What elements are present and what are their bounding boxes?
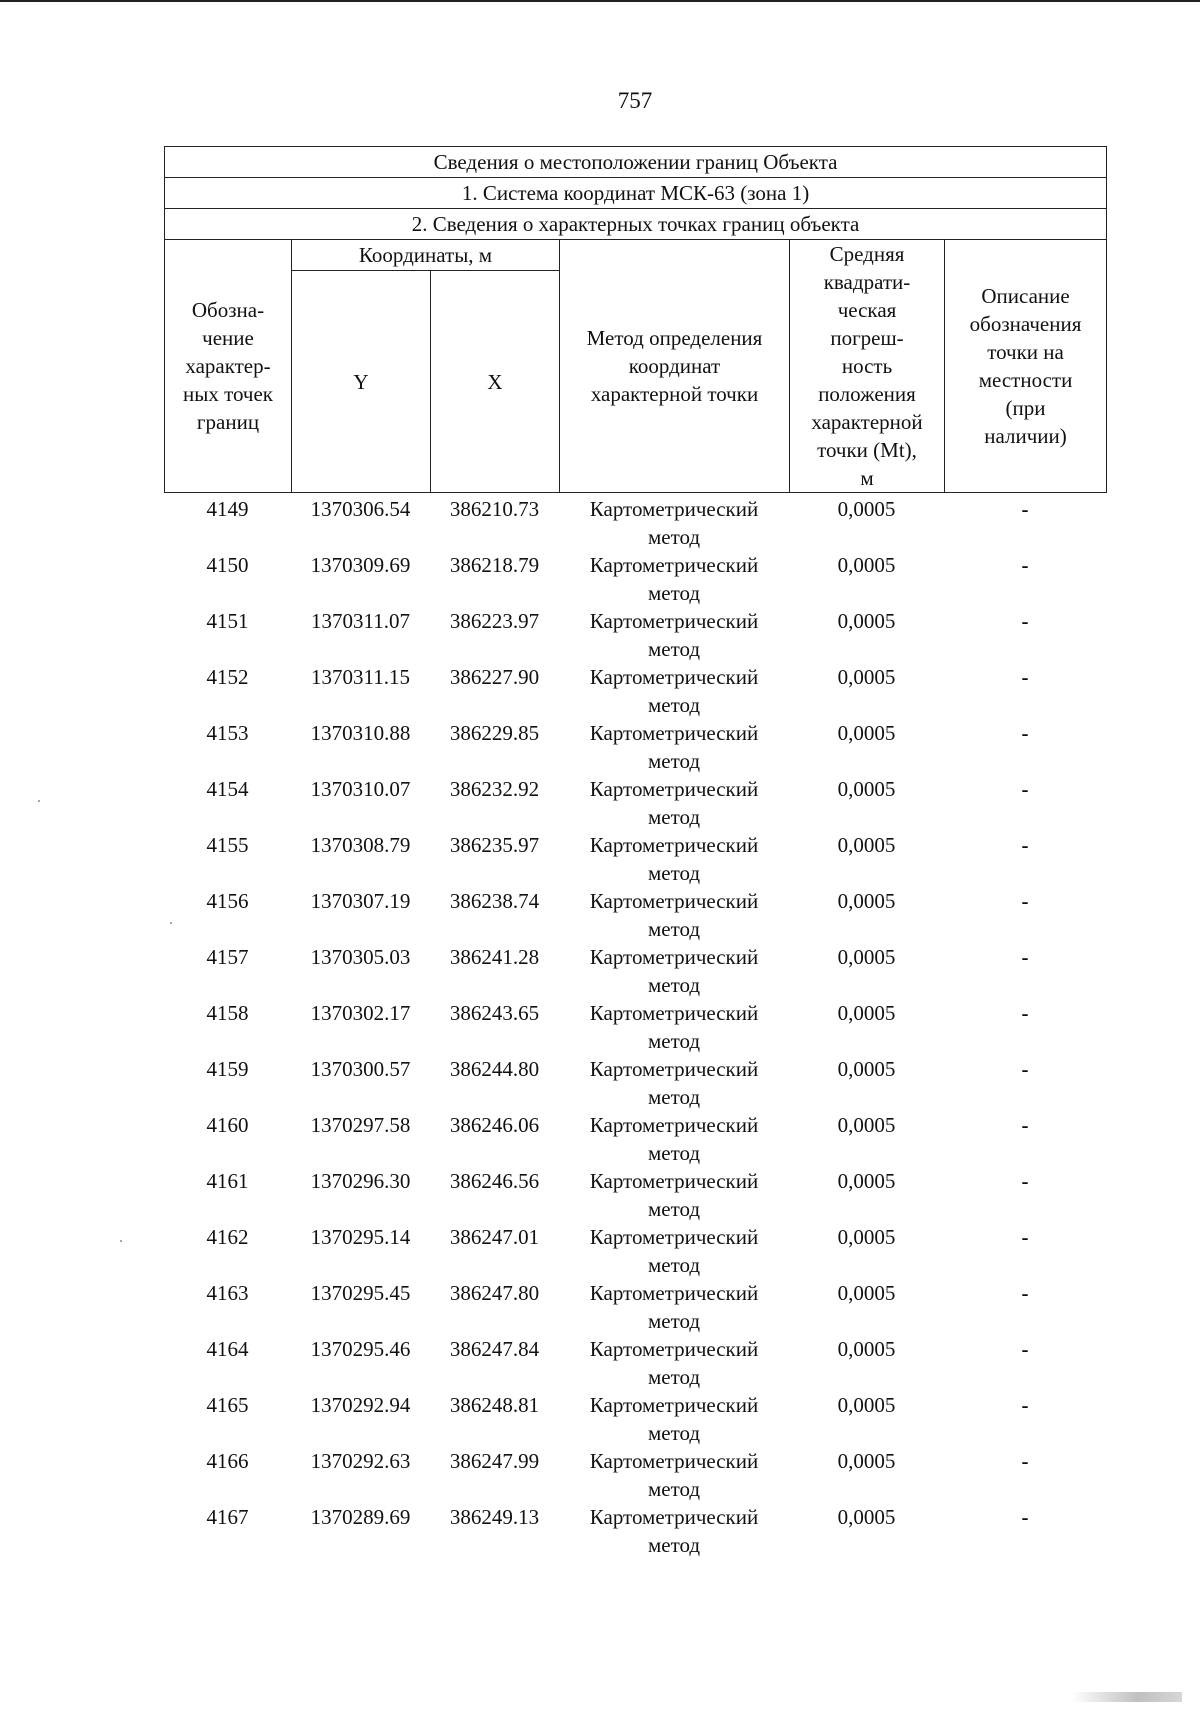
table-header bbox=[164, 146, 1107, 493]
cell-description: - bbox=[1021, 833, 1029, 857]
cell-x: 386227.90 bbox=[449, 665, 540, 689]
cell-description: - bbox=[1021, 777, 1029, 801]
cell-y: 1370302.17 bbox=[310, 1001, 411, 1025]
cell-x: 386243.65 bbox=[449, 1001, 540, 1025]
cell-method: Картометрический метод bbox=[589, 1225, 759, 1277]
cell-description: - bbox=[1021, 1449, 1029, 1473]
cell-y: 1370306.54 bbox=[310, 497, 411, 521]
cell-error: 0,0005 bbox=[837, 1281, 896, 1305]
cell-description: - bbox=[1021, 1113, 1029, 1137]
cell-error: 0,0005 bbox=[837, 1505, 896, 1529]
cell-y: 1370310.88 bbox=[310, 721, 411, 745]
cell-y: 1370310.07 bbox=[310, 777, 411, 801]
points-section-title: 2. Сведения о характерных точках границ объекта bbox=[165, 209, 1107, 240]
cell-error: 0,0005 bbox=[837, 833, 896, 857]
table-row bbox=[164, 607, 1106, 663]
cell-x: 386235.97 bbox=[449, 833, 540, 857]
cell-point: 4155 bbox=[206, 833, 249, 857]
table-row bbox=[164, 999, 1106, 1055]
table-row bbox=[164, 1223, 1106, 1279]
cell-y: 1370295.45 bbox=[310, 1281, 411, 1305]
table-row bbox=[164, 1335, 1106, 1391]
cell-point: 4151 bbox=[206, 609, 249, 633]
scan-speck bbox=[120, 1240, 122, 1242]
cell-point: 4162 bbox=[206, 1225, 249, 1249]
scan-speck bbox=[170, 922, 172, 924]
cell-x: 386223.97 bbox=[449, 609, 540, 633]
cell-error: 0,0005 bbox=[837, 1057, 896, 1081]
cell-method: Картометрический метод bbox=[589, 609, 759, 661]
cell-point: 4149 bbox=[206, 497, 249, 521]
cell-y: 1370300.57 bbox=[310, 1057, 411, 1081]
cell-x: 386247.80 bbox=[449, 1281, 540, 1305]
cell-point: 4153 bbox=[206, 721, 249, 745]
cell-y: 1370305.03 bbox=[310, 945, 411, 969]
cell-description: - bbox=[1021, 1225, 1029, 1249]
cell-description: - bbox=[1021, 1169, 1029, 1193]
page-number: 757 bbox=[617, 88, 653, 113]
cell-error: 0,0005 bbox=[837, 1449, 896, 1473]
cell-description: - bbox=[1021, 497, 1029, 521]
cell-error: 0,0005 bbox=[837, 945, 896, 969]
cell-point: 4158 bbox=[206, 1001, 249, 1025]
column-header-point: Обозна- чение характер- ных точек границ bbox=[165, 240, 292, 493]
column-header-y: Y bbox=[292, 271, 431, 493]
column-header-error: Средняя квадрати- ческая погреш- ность положения характерной точки (Mt), м bbox=[790, 240, 945, 493]
table-row bbox=[164, 1279, 1106, 1335]
table-row bbox=[164, 887, 1106, 943]
cell-point: 4163 bbox=[206, 1281, 249, 1305]
cell-method: Картометрический метод bbox=[589, 777, 759, 829]
column-header-coordinates: Координаты, м bbox=[292, 240, 560, 271]
table-row bbox=[164, 663, 1106, 719]
cell-method: Картометрический метод bbox=[589, 1337, 759, 1389]
table-row bbox=[164, 719, 1106, 775]
cell-x: 386232.92 bbox=[449, 777, 540, 801]
cell-y: 1370311.07 bbox=[311, 609, 410, 633]
cell-x: 386246.56 bbox=[449, 1169, 540, 1193]
cell-y: 1370295.46 bbox=[310, 1337, 411, 1361]
top-edge-line bbox=[0, 0, 1200, 2]
cell-x: 386244.80 bbox=[449, 1057, 540, 1081]
cell-x: 386218.79 bbox=[449, 553, 540, 577]
cell-error: 0,0005 bbox=[837, 777, 896, 801]
cell-error: 0,0005 bbox=[837, 553, 896, 577]
table-title: Сведения о местоположении границ Объекта bbox=[165, 147, 1107, 178]
table-row bbox=[164, 1391, 1106, 1447]
cell-error: 0,0005 bbox=[837, 1113, 896, 1137]
cell-x: 386241.28 bbox=[449, 945, 540, 969]
cell-method: Картометрический метод bbox=[589, 889, 759, 941]
cell-error: 0,0005 bbox=[837, 889, 896, 913]
cell-method: Картометрический метод bbox=[589, 721, 759, 773]
coordinate-system: 1. Система координат МСК-63 (зона 1) bbox=[165, 178, 1107, 209]
cell-y: 1370292.63 bbox=[310, 1449, 411, 1473]
cell-point: 4152 bbox=[206, 665, 249, 689]
cell-method: Картометрический метод bbox=[589, 1449, 759, 1501]
cell-method: Картометрический метод bbox=[589, 945, 759, 997]
cell-description: - bbox=[1021, 609, 1029, 633]
cell-point: 4164 bbox=[206, 1337, 249, 1361]
cell-description: - bbox=[1021, 1505, 1029, 1529]
cell-x: 386247.99 bbox=[449, 1449, 540, 1473]
cell-method: Картометрический метод bbox=[589, 1505, 759, 1557]
cell-description: - bbox=[1021, 889, 1029, 913]
cell-x: 386247.84 bbox=[449, 1337, 540, 1361]
cell-x: 386248.81 bbox=[449, 1393, 540, 1417]
cell-point: 4160 bbox=[206, 1113, 249, 1137]
cell-method: Картометрический метод bbox=[589, 1393, 759, 1445]
cell-x: 386247.01 bbox=[449, 1225, 540, 1249]
cell-method: Картометрический метод bbox=[589, 497, 759, 549]
cell-x: 386210.73 bbox=[449, 497, 540, 521]
cell-description: - bbox=[1021, 1057, 1029, 1081]
cell-description: - bbox=[1021, 1281, 1029, 1305]
cell-error: 0,0005 bbox=[837, 665, 896, 689]
cell-description: - bbox=[1021, 553, 1029, 577]
column-header-method: Метод определения координат характерной точки bbox=[560, 240, 790, 493]
table-row bbox=[164, 831, 1106, 887]
cell-x: 386246.06 bbox=[449, 1113, 540, 1137]
cell-error: 0,0005 bbox=[837, 1393, 896, 1417]
cell-point: 4150 bbox=[206, 553, 249, 577]
cell-method: Картометрический метод bbox=[589, 665, 759, 717]
cell-point: 4161 bbox=[206, 1169, 249, 1193]
cell-error: 0,0005 bbox=[837, 1337, 896, 1361]
table-row bbox=[164, 1503, 1106, 1559]
cell-method: Картометрический метод bbox=[589, 1057, 759, 1109]
cell-error: 0,0005 bbox=[837, 721, 896, 745]
cell-description: - bbox=[1021, 945, 1029, 969]
cell-method: Картометрический метод bbox=[589, 553, 759, 605]
cell-method: Картометрический метод bbox=[589, 833, 759, 885]
table-row bbox=[164, 775, 1106, 831]
cell-description: - bbox=[1021, 1337, 1029, 1361]
cell-y: 1370308.79 bbox=[310, 833, 411, 857]
cell-point: 4165 bbox=[206, 1393, 249, 1417]
table-row bbox=[164, 943, 1106, 999]
table-row bbox=[164, 1167, 1106, 1223]
cell-x: 386238.74 bbox=[449, 889, 540, 913]
cell-y: 1370307.19 bbox=[310, 889, 411, 913]
cell-y: 1370309.69 bbox=[310, 553, 411, 577]
cell-error: 0,0005 bbox=[837, 1001, 896, 1025]
cell-description: - bbox=[1021, 665, 1029, 689]
cell-method: Картометрический метод bbox=[589, 1281, 759, 1333]
cell-point: 4159 bbox=[206, 1057, 249, 1081]
scan-speck bbox=[38, 800, 40, 802]
cell-x: 386229.85 bbox=[449, 721, 540, 745]
column-header-x: X bbox=[431, 271, 560, 493]
points-table bbox=[164, 495, 1106, 1559]
cell-y: 1370296.30 bbox=[310, 1169, 411, 1193]
cell-y: 1370292.94 bbox=[310, 1393, 411, 1417]
table-row bbox=[164, 1111, 1106, 1167]
table-row bbox=[164, 1055, 1106, 1111]
cell-error: 0,0005 bbox=[837, 1169, 896, 1193]
column-header-description: Описание обозначения точки на местности (при наличии) bbox=[945, 240, 1107, 493]
cell-y: 1370289.69 bbox=[310, 1505, 411, 1529]
cell-error: 0,0005 bbox=[837, 609, 896, 633]
cell-method: Картометрический метод bbox=[589, 1169, 759, 1221]
table-row bbox=[164, 1447, 1106, 1503]
cell-y: 1370311.15 bbox=[311, 665, 410, 689]
cell-method: Картометрический метод bbox=[589, 1001, 759, 1053]
cell-description: - bbox=[1021, 1001, 1029, 1025]
cell-method: Картометрический метод bbox=[589, 1113, 759, 1165]
table-row bbox=[164, 551, 1106, 607]
cell-y: 1370297.58 bbox=[310, 1113, 411, 1137]
cell-y: 1370295.14 bbox=[310, 1225, 411, 1249]
cell-point: 4157 bbox=[206, 945, 249, 969]
cell-description: - bbox=[1021, 721, 1029, 745]
scan-smudge bbox=[1072, 1692, 1182, 1702]
cell-point: 4166 bbox=[206, 1449, 249, 1473]
cell-description: - bbox=[1021, 1393, 1029, 1417]
cell-point: 4154 bbox=[206, 777, 249, 801]
cell-error: 0,0005 bbox=[837, 1225, 896, 1249]
cell-point: 4156 bbox=[206, 889, 249, 913]
cell-error: 0,0005 bbox=[837, 497, 896, 521]
cell-x: 386249.13 bbox=[449, 1505, 540, 1529]
cell-point: 4167 bbox=[206, 1505, 249, 1529]
table-row bbox=[164, 495, 1106, 551]
